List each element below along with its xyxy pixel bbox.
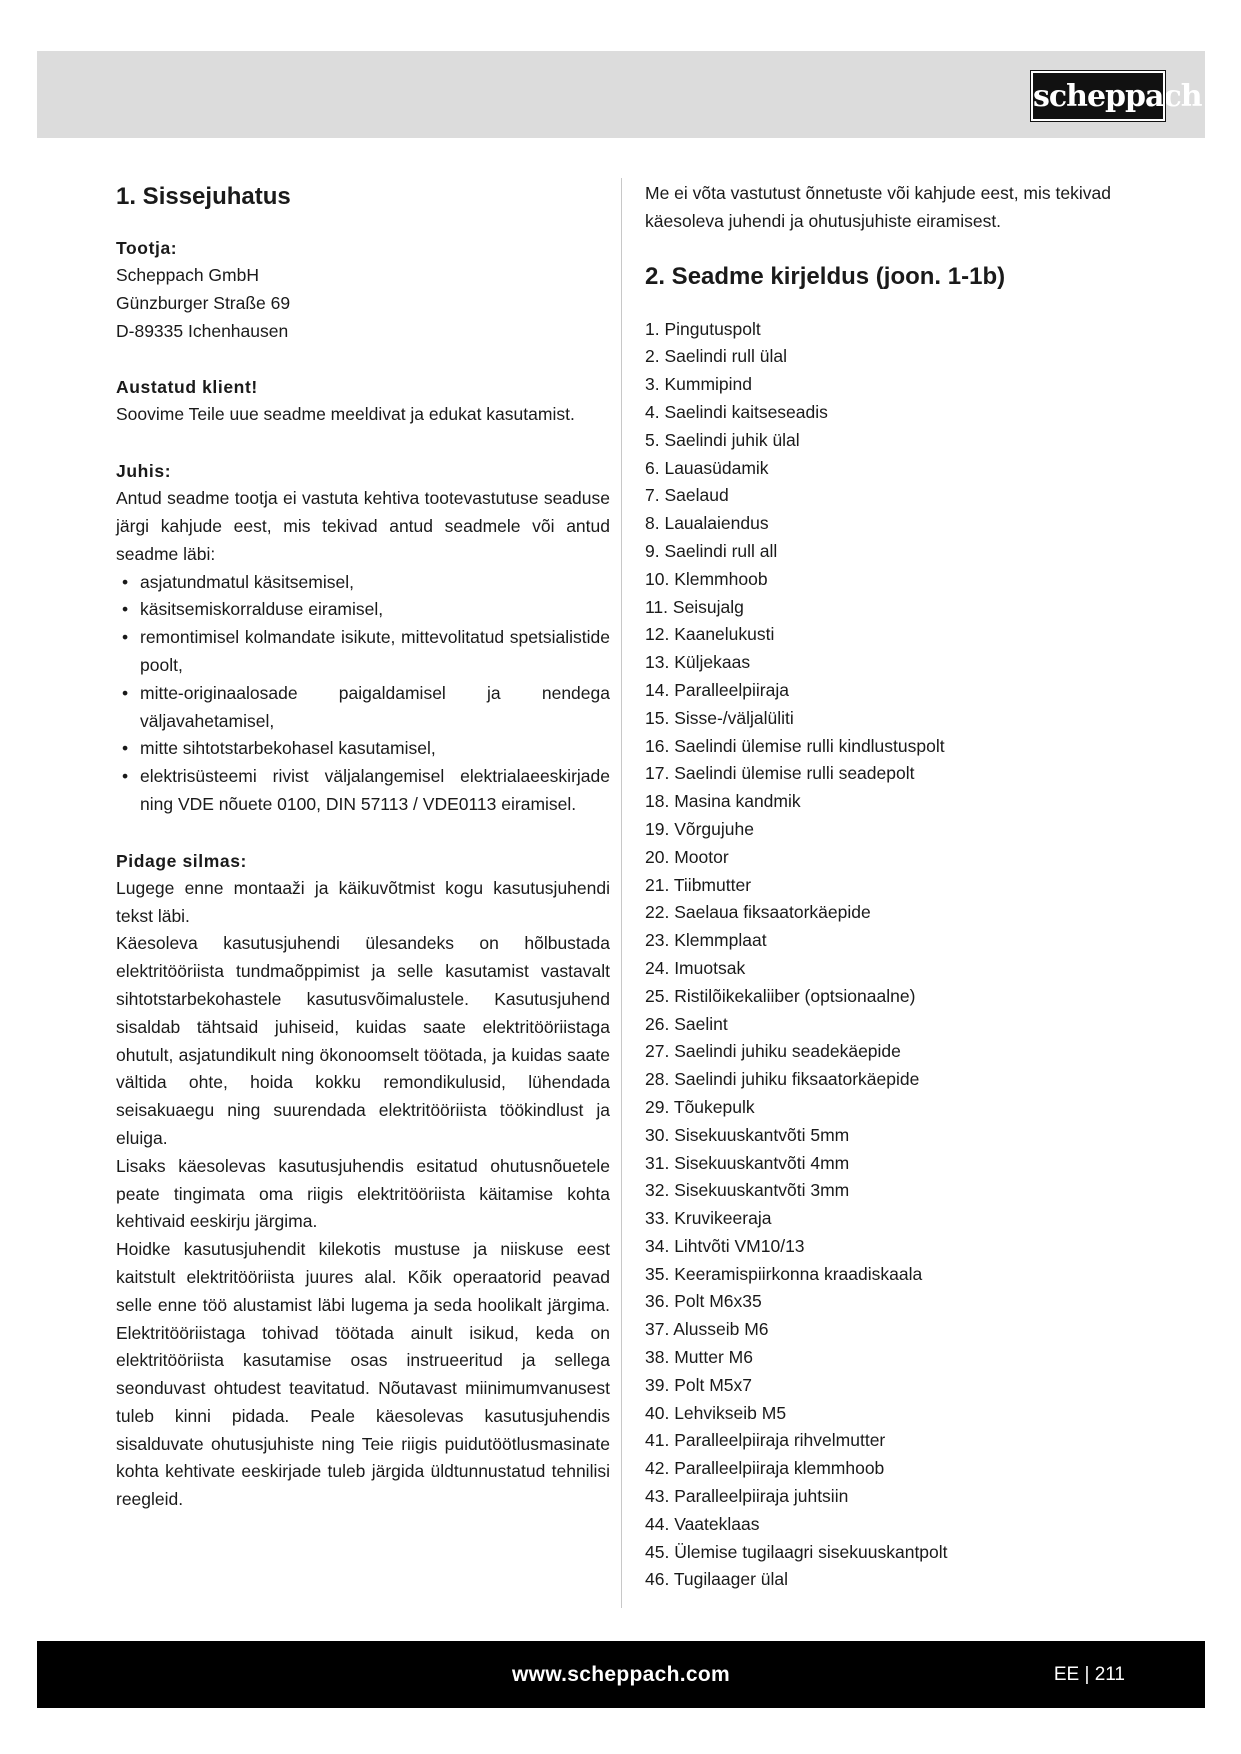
part-item: 32. Sisekuuskantvõti 3mm [645,1180,850,1201]
part-item: 7. Saelaud [645,485,729,506]
part-item: 36. Polt M6x35 [645,1291,762,1312]
column-divider [621,178,622,1608]
part-item: 35. Keeramispiirkonna kraadiskaala [645,1263,923,1284]
part-item: 44. Vaateklaas [645,1513,760,1534]
list-item: • mitte sihtotstarbekohasel kasutamisel, [116,735,610,763]
section-title-introduction: 1. Sissejuhatus [116,183,291,210]
part-item: 15. Sisse-/väljalüliti [645,707,794,728]
part-item: 12. Kaanelukusti [645,624,775,645]
manufacturer-name: Scheppach GmbH [116,265,259,285]
attention-paragraph: Käesoleva kasutusjuhendi ülesandeks on hõlbustada elektritööriista tundmaõppimist ja selle kasutamist vastavalt sihtotstarbekohastele kasutusvõimalustele. Kasutusjuhend sisaldab tähtsaid juhiseid, kuidas saate elektritööriistaga ohutult, asjatundikult ning ökonoomselt töötada, ja kuidas saate vältida ohte, hoida kokku remondikulusid, lühendada seisakuaegu ning suurendada elektritööriista töökindlust ja eluiga. [116,933,610,1148]
part-item: 21. Tiibmutter [645,874,752,895]
attention-heading: Pidage silmas: [116,850,247,871]
part-item: 33. Kruvikeeraja [645,1208,772,1229]
part-item: 26. Saelint [645,1013,728,1034]
manufacturer-city: D-89335 Ichenhausen [116,320,289,341]
part-item: 29. Tõukepulk [645,1096,755,1117]
section-title-device-description: 2. Seadme kirjeldus (joon. 1-1b) [645,262,1006,290]
part-item: 25. Ristilõikekaliiber (optsionaalne) [645,985,916,1006]
part-item: 11. Seisujalg [645,596,744,617]
notice-heading: Juhis: [116,461,172,482]
part-item: 24. Imuotsak [645,957,746,978]
right-column [645,180,1165,1594]
list-item: • elektrisüsteemi rivist väljalangemisel elektrialaeeskirjade ning VDE nõuete 0100, DIN 57113 / VDE0113 eiramisel. [116,763,610,819]
part-item: 28. Saelindi juhiku fiksaatorkäepide [645,1069,920,1090]
footer-bar [37,1641,1205,1708]
part-item: 3. Kummipind [645,374,752,395]
part-item: 10. Klemmhoob [645,568,768,589]
part-item: 14. Paralleelpiiraja [645,679,789,700]
list-item: • asjatundmatul käsitsemisel, [116,569,610,597]
part-item: 6. Lauasüdamik [645,457,769,478]
part-item: 8. Laualaiendus [645,513,769,534]
part-item: 42. Paralleelpiiraja klemmhoob [645,1458,885,1479]
attention-paragraph: Lisaks käesolevas kasutusjuhendis esitatud ohutusnõuetele peate tingimata oma riigis elektritööriista käitamise kohta kehtivaid eeskirju järgima. [116,1155,610,1232]
parts-list [645,316,1165,1595]
part-item: 18. Masina kandmik [645,791,801,812]
part-item: 38. Mutter M6 [645,1347,753,1368]
notice-text: Antud seadme tootja ei vastuta kehtiva tootevastutuse seaduse järgi kahjude eest, mis tekivad antud seadmele või antud seadme läbi: [116,488,610,564]
part-item: 9. Saelindi rull all [645,540,778,561]
attention-paragraph: Lugege enne montaaži ja käikuvõtmist kogu kasutusjuhendi tekst läbi. [116,877,610,926]
part-item: 30. Sisekuuskantvõti 5mm [645,1124,850,1145]
part-item: 31. Sisekuuskantvõti 4mm [645,1152,850,1173]
website-url: www.scheppach.com [512,1663,730,1686]
list-item: • mitte-originaalosade paigaldamisel ja nendega väljavahetamisel, [116,680,610,736]
notice-list [116,569,610,819]
list-item: • remontimisel kolmandate isikute, mittevolitatud spetsialistide poolt, [116,624,610,680]
customer-text: Soovime Teile uue seadme meeldivat ja edukat kasutamist. [116,404,575,425]
page-number: EE | 211 [1053,1664,1125,1685]
part-item: 17. Saelindi ülemise rulli seadepolt [645,763,915,784]
attention-paragraph: Hoidke kasutusjuhendit kilekotis mustuse ja niiskuse eest kaitstult elektritööriista juures alal. Kõik operaatorid peavad selle enne töö alustamist läbi lugema ja seda hoolikalt järgima. Elektritööriistaga tohivad töötada ainult isikud, keda on elektritööriista kasutamise osas instrueeritud ja sellega seonduvast ohtudest teavitatud. Nõutavast miinimumvanusest tuleb kinni pidada. Peale käesolevas kasutusjuhendis sisalduvate ohutusjuhiste ning Teie riigis puidutöötlusmasinate kohta kehtivate eeskirjade tuleb järgida üldtunnustatud tehnilisi reegleid. [116,1239,610,1510]
manufacturer-heading: Tootja: [116,238,178,258]
header-band [37,51,1205,138]
part-item: 22. Saelaua fiksaatorkäepide [645,902,871,923]
part-item: 39. Polt M5x7 [645,1374,752,1395]
part-item: 1. Pingutuspolt [645,318,761,339]
left-column [116,180,610,1514]
part-item: 2. Saelindi rull ülal [645,346,788,367]
part-item: 5. Saelindi juhik ülal [645,429,800,450]
part-item: 23. Klemmplaat [645,930,767,951]
manufacturer-street: Günzburger Straße 69 [116,292,291,313]
part-item: 13. Küljekaas [645,652,751,673]
scheppach-logo: scheppach [1031,71,1165,121]
part-item: 19. Võrgujuhe [645,818,754,839]
list-item: • käsitsemiskorralduse eiramisel, [116,596,610,624]
part-item: 4. Saelindi kaitseseadis [645,401,828,422]
part-item: 20. Mootor [645,846,729,867]
part-item: 27. Saelindi juhiku seadekäepide [645,1041,901,1062]
part-item: 46. Tugilaager ülal [645,1569,789,1590]
liability-text: Me ei võta vastutust õnnetuste või kahjude eest, mis tekivad käesoleva juhendi ja ohutusjuhiste eiramisest. [645,183,1111,231]
part-item: 37. Alusseib M6 [645,1319,769,1340]
part-item: 34. Lihtvõti VM10/13 [645,1235,805,1256]
part-item: 16. Saelindi ülemise rulli kindlustuspolt [645,735,945,756]
part-item: 41. Paralleelpiiraja rihvelmutter [645,1430,886,1451]
part-item: 40. Lehvikseib M5 [645,1402,787,1423]
part-item: 45. Ülemise tugilaagri sisekuuskantpolt [645,1541,948,1562]
customer-heading: Austatud klient! [116,377,258,398]
part-item: 43. Paralleelpiiraja juhtsiin [645,1486,849,1507]
